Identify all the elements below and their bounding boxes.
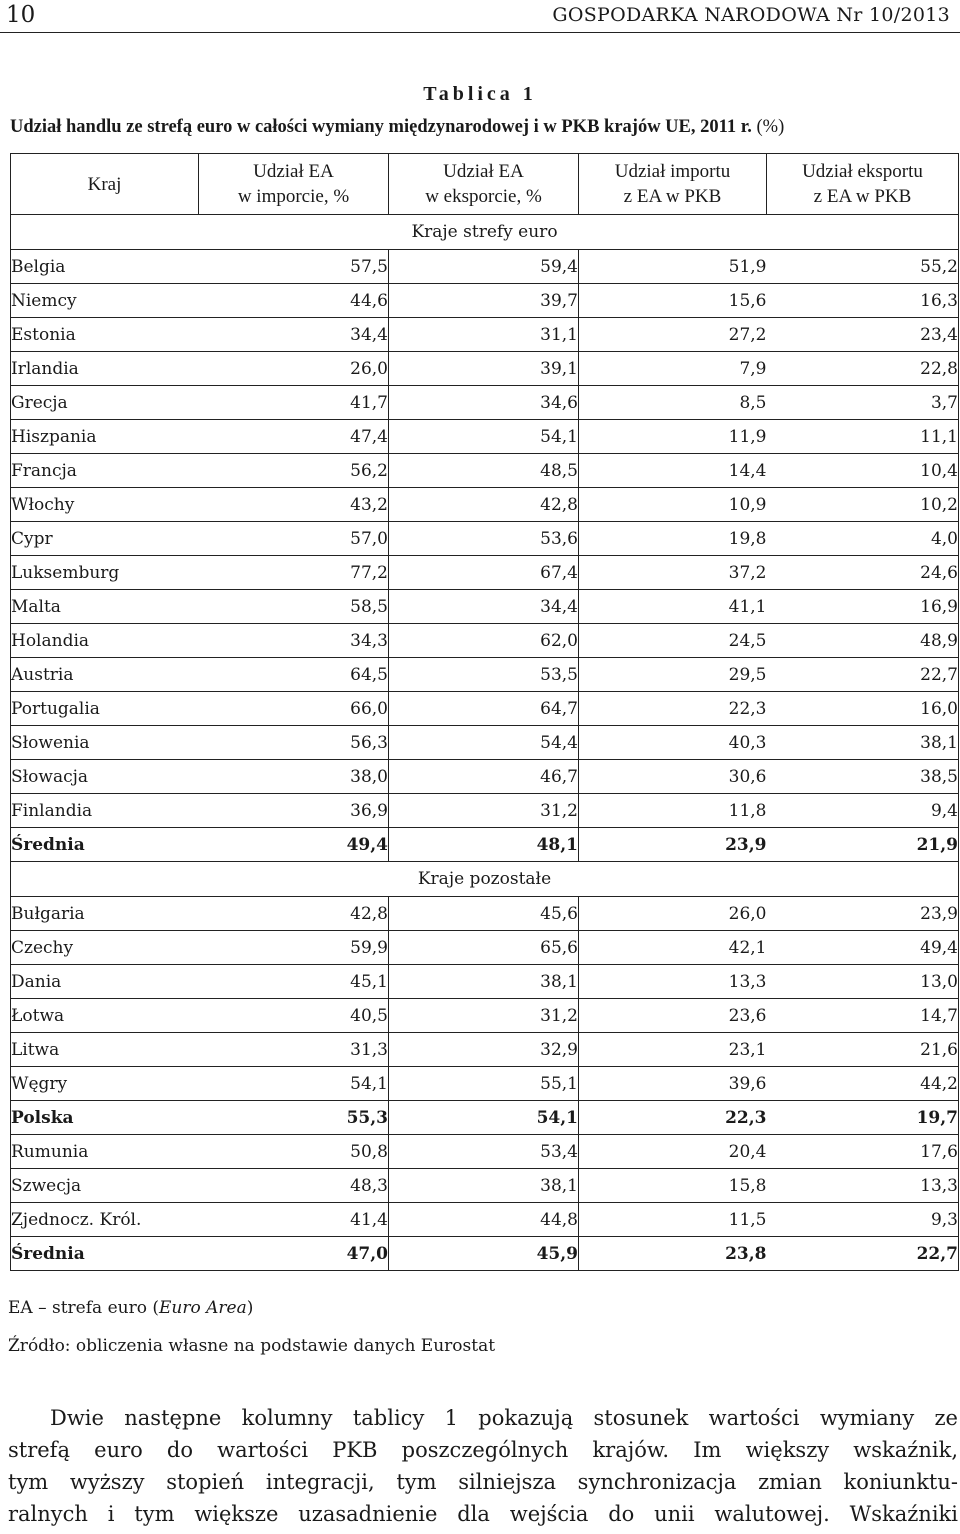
value-cell: 11,1 xyxy=(767,420,959,454)
country-cell: Słowenia xyxy=(11,726,199,760)
table-row xyxy=(11,760,959,794)
value-cell: 38,1 xyxy=(389,1169,579,1203)
table-row xyxy=(11,1203,959,1237)
table-row xyxy=(11,386,959,420)
value-cell: 24,5 xyxy=(579,624,767,658)
value-cell: 15,6 xyxy=(579,284,767,318)
value-cell: 54,4 xyxy=(389,726,579,760)
table-row xyxy=(11,1169,959,1203)
country-cell: Średnia xyxy=(11,1237,199,1271)
value-cell: 22,7 xyxy=(767,1237,959,1271)
value-cell: 42,8 xyxy=(199,897,389,931)
value-cell: 66,0 xyxy=(199,692,389,726)
value-cell: 56,2 xyxy=(199,454,389,488)
value-cell: 38,5 xyxy=(767,760,959,794)
value-cell: 13,3 xyxy=(579,965,767,999)
table-row-bold xyxy=(11,828,959,862)
table-row-bold xyxy=(11,1237,959,1271)
value-cell: 40,3 xyxy=(579,726,767,760)
value-cell: 49,4 xyxy=(767,931,959,965)
value-cell: 62,0 xyxy=(389,624,579,658)
value-cell: 57,0 xyxy=(199,522,389,556)
abbreviation-text: EA – strefa euro ( xyxy=(8,1298,159,1318)
value-cell: 22,7 xyxy=(767,658,959,692)
value-cell: 8,5 xyxy=(579,386,767,420)
table-row xyxy=(11,250,959,284)
table-title xyxy=(10,117,960,138)
table-title-text: Udział handlu ze strefą euro w całości wymiany międzynarodowej i w PKB krajów UE, 2011 r. xyxy=(10,117,752,137)
value-cell: 64,7 xyxy=(389,692,579,726)
value-cell: 48,1 xyxy=(389,828,579,862)
value-cell: 29,5 xyxy=(579,658,767,692)
value-cell: 22,3 xyxy=(579,692,767,726)
country-cell: Luksemburg xyxy=(11,556,199,590)
value-cell: 17,6 xyxy=(767,1135,959,1169)
value-cell: 45,9 xyxy=(389,1237,579,1271)
table-row xyxy=(11,726,959,760)
country-cell: Rumunia xyxy=(11,1135,199,1169)
section-title: Kraje pozostałe xyxy=(11,862,959,897)
value-cell: 23,6 xyxy=(579,999,767,1033)
section-title: Kraje strefy euro xyxy=(11,215,959,250)
value-cell: 58,5 xyxy=(199,590,389,624)
country-cell: Irlandia xyxy=(11,352,199,386)
table-label: Tablica 1 xyxy=(423,83,537,105)
country-cell: Belgia xyxy=(11,250,199,284)
country-cell: Polska xyxy=(11,1101,199,1135)
value-cell: 10,4 xyxy=(767,454,959,488)
value-cell: 48,9 xyxy=(767,624,959,658)
country-cell: Szwecja xyxy=(11,1169,199,1203)
value-cell: 26,0 xyxy=(199,352,389,386)
column-header-import-share: Udział EA w imporcie, % xyxy=(199,154,389,215)
value-cell: 10,9 xyxy=(579,488,767,522)
value-cell: 41,7 xyxy=(199,386,389,420)
value-cell: 42,1 xyxy=(579,931,767,965)
value-cell: 46,7 xyxy=(389,760,579,794)
table-title-unit: (%) xyxy=(756,117,785,137)
value-cell: 53,5 xyxy=(389,658,579,692)
page-number: 10 xyxy=(6,2,36,28)
country-cell: Francja xyxy=(11,454,199,488)
country-cell: Słowacja xyxy=(11,760,199,794)
country-cell: Średnia xyxy=(11,828,199,862)
country-cell: Estonia xyxy=(11,318,199,352)
value-cell: 55,3 xyxy=(199,1101,389,1135)
value-cell: 19,8 xyxy=(579,522,767,556)
value-cell: 54,1 xyxy=(389,1101,579,1135)
table-row xyxy=(11,352,959,386)
abbreviation-close: ) xyxy=(246,1298,254,1318)
country-cell: Bułgaria xyxy=(11,897,199,931)
value-cell: 47,0 xyxy=(199,1237,389,1271)
value-cell: 22,8 xyxy=(767,352,959,386)
table-row xyxy=(11,556,959,590)
section-header-row xyxy=(11,862,959,897)
country-cell: Cypr xyxy=(11,522,199,556)
table-row-bold xyxy=(11,1101,959,1135)
country-cell: Węgry xyxy=(11,1067,199,1101)
value-cell: 39,7 xyxy=(389,284,579,318)
table-row xyxy=(11,999,959,1033)
value-cell: 54,1 xyxy=(199,1067,389,1101)
value-cell: 48,3 xyxy=(199,1169,389,1203)
value-cell: 14,4 xyxy=(579,454,767,488)
value-cell: 48,5 xyxy=(389,454,579,488)
value-cell: 42,8 xyxy=(389,488,579,522)
value-cell: 44,8 xyxy=(389,1203,579,1237)
value-cell: 26,0 xyxy=(579,897,767,931)
value-cell: 9,4 xyxy=(767,794,959,828)
value-cell: 40,5 xyxy=(199,999,389,1033)
value-cell: 34,3 xyxy=(199,624,389,658)
column-header-export-gdp: Udział eksportu z EA w PKB xyxy=(767,154,959,215)
value-cell: 15,8 xyxy=(579,1169,767,1203)
value-cell: 56,3 xyxy=(199,726,389,760)
paragraph-line: strefą euro do wartości PKB poszczególnych krajów. Im większy wskaźnik, xyxy=(8,1438,958,1462)
value-cell: 23,9 xyxy=(767,897,959,931)
value-cell: 50,8 xyxy=(199,1135,389,1169)
abbreviation-italic: Euro Area xyxy=(158,1298,247,1318)
country-cell: Portugalia xyxy=(11,692,199,726)
value-cell: 44,2 xyxy=(767,1067,959,1101)
source-note: Źródło: obliczenia własne na podstawie danych Eurostat xyxy=(8,1336,496,1356)
value-cell: 23,8 xyxy=(579,1237,767,1271)
column-header-import-gdp: Udział importu z EA w PKB xyxy=(579,154,767,215)
value-cell: 39,1 xyxy=(389,352,579,386)
value-cell: 23,1 xyxy=(579,1033,767,1067)
value-cell: 45,1 xyxy=(199,965,389,999)
value-cell: 7,9 xyxy=(579,352,767,386)
value-cell: 23,4 xyxy=(767,318,959,352)
value-cell: 16,9 xyxy=(767,590,959,624)
value-cell: 3,7 xyxy=(767,386,959,420)
country-cell: Zjednocz. Król. xyxy=(11,1203,199,1237)
value-cell: 51,9 xyxy=(579,250,767,284)
value-cell: 21,6 xyxy=(767,1033,959,1067)
value-cell: 34,6 xyxy=(389,386,579,420)
country-cell: Włochy xyxy=(11,488,199,522)
table-row xyxy=(11,284,959,318)
value-cell: 45,6 xyxy=(389,897,579,931)
value-cell: 34,4 xyxy=(389,590,579,624)
country-cell: Holandia xyxy=(11,624,199,658)
value-cell: 27,2 xyxy=(579,318,767,352)
value-cell: 22,3 xyxy=(579,1101,767,1135)
paragraph-line: tym wyższy stopień integracji, tym silniejsza synchronizacja zmian koniunktu- xyxy=(8,1470,958,1494)
country-cell: Niemcy xyxy=(11,284,199,318)
value-cell: 36,9 xyxy=(199,794,389,828)
table-row xyxy=(11,488,959,522)
value-cell: 37,2 xyxy=(579,556,767,590)
country-cell: Finlandia xyxy=(11,794,199,828)
table-body xyxy=(11,215,959,1271)
table-row xyxy=(11,1067,959,1101)
value-cell: 16,3 xyxy=(767,284,959,318)
paragraph-line: Dwie następne kolumny tablicy 1 pokazują stosunek wartości wymiany ze xyxy=(50,1406,958,1430)
value-cell: 34,4 xyxy=(199,318,389,352)
value-cell: 55,1 xyxy=(389,1067,579,1101)
country-cell: Malta xyxy=(11,590,199,624)
value-cell: 57,5 xyxy=(199,250,389,284)
value-cell: 13,3 xyxy=(767,1169,959,1203)
value-cell: 11,9 xyxy=(579,420,767,454)
value-cell: 47,4 xyxy=(199,420,389,454)
value-cell: 23,9 xyxy=(579,828,767,862)
country-cell: Czechy xyxy=(11,931,199,965)
value-cell: 44,6 xyxy=(199,284,389,318)
value-cell: 41,4 xyxy=(199,1203,389,1237)
table-row xyxy=(11,1135,959,1169)
body-paragraph xyxy=(8,1402,958,1530)
value-cell: 77,2 xyxy=(199,556,389,590)
country-cell: Grecja xyxy=(11,386,199,420)
section-header-row xyxy=(11,215,959,250)
abbreviation-note xyxy=(8,1298,253,1318)
table-row xyxy=(11,590,959,624)
country-cell: Dania xyxy=(11,965,199,999)
value-cell: 13,0 xyxy=(767,965,959,999)
table-row xyxy=(11,794,959,828)
value-cell: 11,8 xyxy=(579,794,767,828)
value-cell: 41,1 xyxy=(579,590,767,624)
table-row xyxy=(11,897,959,931)
value-cell: 32,9 xyxy=(389,1033,579,1067)
value-cell: 31,2 xyxy=(389,794,579,828)
country-cell: Łotwa xyxy=(11,999,199,1033)
value-cell: 16,0 xyxy=(767,692,959,726)
table-row xyxy=(11,658,959,692)
value-cell: 20,4 xyxy=(579,1135,767,1169)
column-header-country: Kraj xyxy=(11,154,199,215)
value-cell: 67,4 xyxy=(389,556,579,590)
value-cell: 19,7 xyxy=(767,1101,959,1135)
table-row xyxy=(11,624,959,658)
value-cell: 38,1 xyxy=(767,726,959,760)
value-cell: 53,6 xyxy=(389,522,579,556)
value-cell: 21,9 xyxy=(767,828,959,862)
value-cell: 38,1 xyxy=(389,965,579,999)
value-cell: 14,7 xyxy=(767,999,959,1033)
value-cell: 9,3 xyxy=(767,1203,959,1237)
value-cell: 4,0 xyxy=(767,522,959,556)
value-cell: 24,6 xyxy=(767,556,959,590)
country-cell: Hiszpania xyxy=(11,420,199,454)
table-row xyxy=(11,1033,959,1067)
value-cell: 31,3 xyxy=(199,1033,389,1067)
value-cell: 53,4 xyxy=(389,1135,579,1169)
paragraph-line: ralnych i tym większe uzasadnienie dla wejścia do unii walutowej. Wskaźniki xyxy=(8,1502,958,1526)
table-row xyxy=(11,522,959,556)
value-cell: 39,6 xyxy=(579,1067,767,1101)
value-cell: 65,6 xyxy=(389,931,579,965)
table-row xyxy=(11,931,959,965)
value-cell: 31,2 xyxy=(389,999,579,1033)
table-header-row xyxy=(11,154,959,215)
value-cell: 31,1 xyxy=(389,318,579,352)
table-row xyxy=(11,454,959,488)
table-row xyxy=(11,692,959,726)
table-row xyxy=(11,965,959,999)
value-cell: 38,0 xyxy=(199,760,389,794)
table-row xyxy=(11,420,959,454)
value-cell: 49,4 xyxy=(199,828,389,862)
value-cell: 10,2 xyxy=(767,488,959,522)
table-row xyxy=(11,318,959,352)
country-cell: Austria xyxy=(11,658,199,692)
country-cell: Litwa xyxy=(11,1033,199,1067)
value-cell: 11,5 xyxy=(579,1203,767,1237)
page-header xyxy=(0,0,960,33)
value-cell: 59,4 xyxy=(389,250,579,284)
value-cell: 55,2 xyxy=(767,250,959,284)
value-cell: 59,9 xyxy=(199,931,389,965)
data-table xyxy=(10,153,959,1271)
value-cell: 43,2 xyxy=(199,488,389,522)
journal-title: GOSPODARKA NARODOWA Nr 10/2013 xyxy=(552,4,950,26)
value-cell: 64,5 xyxy=(199,658,389,692)
column-header-export-share: Udział EA w eksporcie, % xyxy=(389,154,579,215)
value-cell: 54,1 xyxy=(389,420,579,454)
value-cell: 30,6 xyxy=(579,760,767,794)
